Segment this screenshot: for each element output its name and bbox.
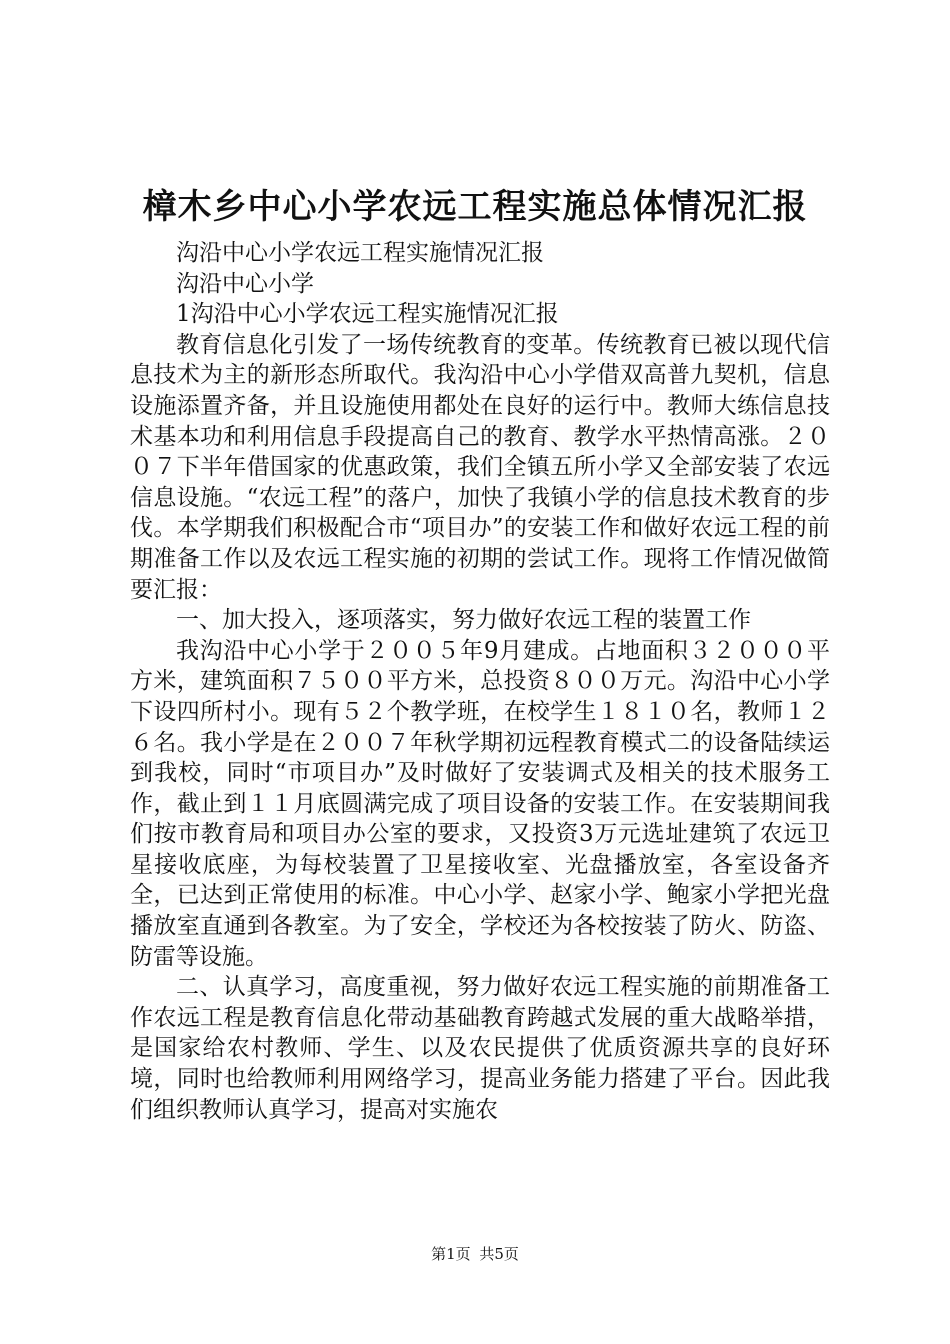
author-line: 沟沿中心小学 xyxy=(176,270,314,297)
document-title: 樟木乡中心小学农远工程实施总体情况汇报 xyxy=(142,187,808,227)
section-heading-1: 一、加大投入，逐项落实，努力做好农远工程的装置工作 xyxy=(176,607,751,634)
page-total: 共5页 xyxy=(479,1245,519,1263)
subtitle-line: 沟沿中心小学农远工程实施情况汇报 xyxy=(176,240,544,266)
paragraph-section-1: 我沟沿中心小学于２００５年9月建成。占地面积３２０００平方米，建筑面积７５００平方米，总投资８００万元。沟沿中心小学下设四所村小。现有５２个教学班，在校学生１８１０名，教师１２６名。我小学是在２００７年秋学期初远程教育模式二的设备陆续运到我校，同时“市项目办”及时做好了安装调式及相关的技术服务工作，截止到１１月底圆满完成了项目设备的安装工作。在安装期间我们按市教育局和项目办公室的要求，又投资3万元选址建筑了农远卫星接收底座，为每校装置了卫星接收室、光盘播放室，各室设备齐全，已达到正常使用的标准。中心小学、赵家小学、鲍家小学把光盘播放室直通到各教室。为了安全，学校还为各校按装了防火、防盗、防雷等设施。 xyxy=(130,637,830,970)
paragraph-section-2: 二、认真学习，高度重视，努力做好农远工程实施的前期准备工作农远工程是教育信息化带动基础教育跨越式发展的重大战略举措，是国家给农村教师、学生、以及农民提供了优质资源共享的良好环境，同时也给教师利用网络学习，提高业务能力搭建了平台。因此我们组织教师认真学习，提高对实施农 xyxy=(130,974,830,1123)
page-footer xyxy=(0,1244,950,1264)
document-body xyxy=(130,238,830,1125)
page-number: 第1页 xyxy=(431,1245,471,1263)
heading-line: 1沟沿中心小学农远工程实施情况汇报 xyxy=(176,301,559,328)
paragraph-intro: 教育信息化引发了一场传统教育的变革。传统教育已被以现代信息技术为主的新形态所取代。我沟沿中心小学借双高普九契机，信息设施添置齐备，并且设施使用都处在良好的运行中。教师大练信息技术基本功和利用信息手段提高自己的教育、教学水平热情高涨。２００７下半年借国家的优惠政策，我们全镇五所小学又全部安装了农远信息设施。“农远工程”的落户，加快了我镇小学的信息技术教育的步伐。本学期我们积极配合市“项目办”的安装工作和做好农远工程的前期准备工作以及农远工程实施的初期的尝试工作。现将工作情况做简要汇报： xyxy=(130,331,830,603)
